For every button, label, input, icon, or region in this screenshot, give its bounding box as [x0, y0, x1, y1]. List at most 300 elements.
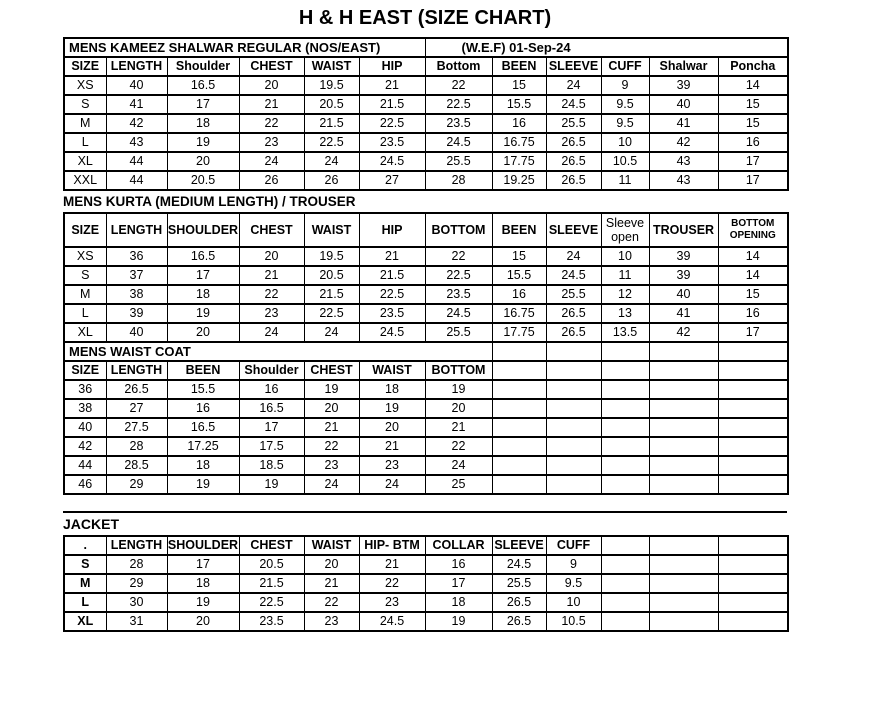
- data-cell: 28.5: [106, 456, 167, 475]
- empty-cell: [718, 399, 788, 418]
- data-cell: 44: [106, 171, 167, 190]
- data-cell: 38: [106, 285, 167, 304]
- header-cell: BOTTOM: [425, 213, 492, 247]
- header-cell: Shalwar: [649, 57, 718, 76]
- data-cell: 19.25: [492, 171, 546, 190]
- data-cell: 17: [167, 266, 239, 285]
- size-cell: XS: [64, 247, 106, 266]
- data-cell: 16.5: [167, 76, 239, 95]
- table-row: [64, 247, 788, 266]
- data-cell: 19: [425, 612, 492, 631]
- table-row: [64, 418, 788, 437]
- table-row: [64, 114, 788, 133]
- header-row: [64, 536, 788, 555]
- data-cell: 23: [304, 612, 359, 631]
- empty-cell: [601, 555, 649, 574]
- size-cell: S: [64, 95, 106, 114]
- data-cell: 24.5: [425, 304, 492, 323]
- data-cell: 22: [304, 593, 359, 612]
- data-cell: 23: [359, 593, 425, 612]
- data-cell: 24: [304, 152, 359, 171]
- header-cell: Shoulder: [239, 361, 304, 380]
- empty-cell: [649, 555, 718, 574]
- data-cell: 43: [649, 171, 718, 190]
- data-cell: 24: [546, 247, 601, 266]
- size-cell: XL: [64, 612, 106, 631]
- data-cell: 19.5: [304, 247, 359, 266]
- data-cell: 24.5: [359, 612, 425, 631]
- header-cell: SIZE: [64, 57, 106, 76]
- data-cell: 28: [106, 437, 167, 456]
- data-cell: 20: [167, 152, 239, 171]
- header-cell: Sleeve open: [601, 213, 649, 247]
- size-cell: L: [64, 304, 106, 323]
- empty-cell: [601, 399, 649, 418]
- empty-cell: [649, 418, 718, 437]
- data-cell: 21.5: [304, 285, 359, 304]
- data-cell: 22: [425, 247, 492, 266]
- jacket-section-divider: [63, 511, 787, 513]
- data-cell: 40: [649, 285, 718, 304]
- data-cell: 27: [359, 171, 425, 190]
- size-cell: 46: [64, 475, 106, 494]
- data-cell: 22.5: [425, 266, 492, 285]
- empty-cell: [718, 456, 788, 475]
- data-cell: 18: [167, 574, 239, 593]
- data-cell: 24: [304, 323, 359, 342]
- data-cell: 24: [359, 475, 425, 494]
- data-cell: 15.5: [492, 266, 546, 285]
- data-cell: 12: [601, 285, 649, 304]
- size-cell: L: [64, 133, 106, 152]
- header-cell: WAIST: [359, 361, 425, 380]
- data-cell: 24: [239, 323, 304, 342]
- size-cell: M: [64, 114, 106, 133]
- data-cell: 22.5: [359, 285, 425, 304]
- data-cell: 9: [601, 76, 649, 95]
- data-cell: 20: [239, 247, 304, 266]
- empty-header-cell: [546, 361, 601, 380]
- data-cell: 20: [167, 323, 239, 342]
- data-cell: 21: [304, 418, 359, 437]
- data-cell: 21: [239, 95, 304, 114]
- data-cell: 17: [718, 323, 788, 342]
- data-cell: 23: [239, 304, 304, 323]
- data-cell: 13.5: [601, 323, 649, 342]
- data-cell: 17: [167, 555, 239, 574]
- data-cell: 24.5: [546, 266, 601, 285]
- data-cell: 18: [425, 593, 492, 612]
- table-row: [64, 171, 788, 190]
- data-cell: 39: [649, 266, 718, 285]
- data-cell: 20.5: [239, 555, 304, 574]
- data-cell: 21.5: [359, 266, 425, 285]
- data-cell: 19: [167, 304, 239, 323]
- header-cell: BOTTOM OPENING: [718, 213, 788, 247]
- data-cell: 25.5: [546, 114, 601, 133]
- data-cell: 21: [359, 555, 425, 574]
- table-row: [64, 266, 788, 285]
- data-cell: 18: [359, 380, 425, 399]
- table-row: [64, 323, 788, 342]
- data-cell: 22: [359, 574, 425, 593]
- data-cell: 19: [359, 399, 425, 418]
- empty-cell: [718, 555, 788, 574]
- data-cell: 16.5: [167, 418, 239, 437]
- empty-cell: [601, 475, 649, 494]
- data-cell: 9.5: [546, 574, 601, 593]
- data-cell: 25.5: [546, 285, 601, 304]
- header-cell: CHEST: [239, 536, 304, 555]
- data-cell: 22.5: [425, 95, 492, 114]
- data-cell: 27.5: [106, 418, 167, 437]
- table-row: [64, 152, 788, 171]
- data-cell: 39: [649, 247, 718, 266]
- data-cell: 10.5: [601, 152, 649, 171]
- empty-cell: [718, 593, 788, 612]
- size-cell: S: [64, 555, 106, 574]
- header-cell: HIP: [359, 57, 425, 76]
- empty-cell: [601, 456, 649, 475]
- size-cell: 44: [64, 456, 106, 475]
- data-cell: 23.5: [359, 133, 425, 152]
- data-cell: 15: [718, 114, 788, 133]
- data-cell: 19: [167, 475, 239, 494]
- data-cell: 44: [106, 152, 167, 171]
- table-row: [64, 612, 788, 631]
- header-cell: .: [64, 536, 106, 555]
- header-cell: Shoulder: [167, 57, 239, 76]
- section-title-row: [64, 38, 788, 57]
- size-cell: XS: [64, 76, 106, 95]
- data-cell: 25.5: [425, 152, 492, 171]
- data-cell: 19: [167, 593, 239, 612]
- data-cell: 20: [167, 612, 239, 631]
- header-cell: BEEN: [492, 57, 546, 76]
- empty-cell: [492, 418, 546, 437]
- data-cell: 39: [649, 76, 718, 95]
- data-cell: 21: [359, 76, 425, 95]
- data-cell: 17.5: [239, 437, 304, 456]
- header-cell: SHOULDER: [167, 536, 239, 555]
- section-title: MENS WAIST COAT: [64, 342, 492, 361]
- empty-cell: [492, 380, 546, 399]
- table-row: [64, 555, 788, 574]
- data-cell: 10: [601, 133, 649, 152]
- data-cell: 9.5: [601, 114, 649, 133]
- empty-cell: [601, 380, 649, 399]
- data-cell: 40: [106, 76, 167, 95]
- data-cell: 21: [359, 437, 425, 456]
- data-cell: 21: [239, 266, 304, 285]
- data-cell: 21.5: [239, 574, 304, 593]
- data-cell: 23.5: [425, 285, 492, 304]
- data-cell: 16: [425, 555, 492, 574]
- data-cell: 39: [106, 304, 167, 323]
- size-cell: M: [64, 285, 106, 304]
- data-cell: 18: [167, 456, 239, 475]
- jacket-section-title: JACKET: [63, 516, 120, 532]
- data-cell: 22.5: [239, 593, 304, 612]
- data-cell: 19: [304, 380, 359, 399]
- data-cell: 26.5: [546, 304, 601, 323]
- header-cell: TROUSER: [649, 213, 718, 247]
- empty-cell: [649, 612, 718, 631]
- data-cell: 22: [239, 114, 304, 133]
- data-cell: 26.5: [106, 380, 167, 399]
- data-cell: 15: [492, 247, 546, 266]
- data-cell: 26.5: [546, 323, 601, 342]
- data-cell: 21: [359, 247, 425, 266]
- data-cell: 42: [106, 114, 167, 133]
- header-cell: SIZE: [64, 361, 106, 380]
- data-cell: 15: [718, 285, 788, 304]
- empty-header-cell: [718, 536, 788, 555]
- data-cell: 27: [106, 399, 167, 418]
- data-cell: 24: [425, 456, 492, 475]
- data-cell: 43: [649, 152, 718, 171]
- data-cell: 26: [239, 171, 304, 190]
- empty-cell: [718, 342, 788, 361]
- header-cell: LENGTH: [106, 213, 167, 247]
- table-row: [64, 95, 788, 114]
- data-cell: 42: [649, 323, 718, 342]
- size-cell: XL: [64, 152, 106, 171]
- data-cell: 20: [239, 76, 304, 95]
- data-cell: 16: [492, 114, 546, 133]
- data-cell: 24.5: [425, 133, 492, 152]
- empty-cell: [546, 418, 601, 437]
- mens-waist-coat-table: [63, 341, 789, 495]
- header-cell: HIP: [359, 213, 425, 247]
- data-cell: 20: [304, 555, 359, 574]
- data-cell: 22.5: [304, 304, 359, 323]
- data-cell: 16: [239, 380, 304, 399]
- empty-cell: [649, 574, 718, 593]
- effective-date-label: (W.E.F) 01-Sep-24: [425, 38, 788, 57]
- empty-header-cell: [492, 361, 546, 380]
- empty-header-cell: [601, 536, 649, 555]
- header-cell: LENGTH: [106, 361, 167, 380]
- header-cell: CUFF: [601, 57, 649, 76]
- empty-cell: [718, 437, 788, 456]
- data-cell: 21.5: [359, 95, 425, 114]
- empty-cell: [492, 456, 546, 475]
- data-cell: 26: [304, 171, 359, 190]
- empty-cell: [649, 342, 718, 361]
- data-cell: 9: [546, 555, 601, 574]
- header-cell: HIP- BTM: [359, 536, 425, 555]
- data-cell: 16.5: [167, 247, 239, 266]
- data-cell: 29: [106, 475, 167, 494]
- header-cell: LENGTH: [106, 57, 167, 76]
- jacket-table: [63, 535, 789, 632]
- data-cell: 30: [106, 593, 167, 612]
- data-cell: 43: [106, 133, 167, 152]
- data-cell: 15.5: [167, 380, 239, 399]
- header-cell: CHEST: [239, 57, 304, 76]
- table-row: [64, 304, 788, 323]
- data-cell: 20: [304, 399, 359, 418]
- data-cell: 17: [718, 171, 788, 190]
- data-cell: 22: [239, 285, 304, 304]
- data-cell: 18.5: [239, 456, 304, 475]
- header-cell: WAIST: [304, 213, 359, 247]
- data-cell: 17: [239, 418, 304, 437]
- table-row: [64, 574, 788, 593]
- data-cell: 11: [601, 171, 649, 190]
- empty-cell: [546, 456, 601, 475]
- data-cell: 24: [546, 76, 601, 95]
- size-cell: M: [64, 574, 106, 593]
- header-cell: SIZE: [64, 213, 106, 247]
- data-cell: 13: [601, 304, 649, 323]
- data-cell: 24: [239, 152, 304, 171]
- data-cell: 16: [718, 304, 788, 323]
- data-cell: 23.5: [425, 114, 492, 133]
- data-cell: 29: [106, 574, 167, 593]
- empty-cell: [649, 399, 718, 418]
- table-row: [64, 285, 788, 304]
- data-cell: 20: [425, 399, 492, 418]
- data-cell: 15.5: [492, 95, 546, 114]
- data-cell: 21: [425, 418, 492, 437]
- data-cell: 26.5: [546, 133, 601, 152]
- data-cell: 16: [492, 285, 546, 304]
- empty-cell: [649, 380, 718, 399]
- data-cell: 42: [649, 133, 718, 152]
- table-row: [64, 456, 788, 475]
- data-cell: 23: [359, 456, 425, 475]
- data-cell: 25.5: [425, 323, 492, 342]
- header-cell: COLLAR: [425, 536, 492, 555]
- data-cell: 41: [649, 304, 718, 323]
- data-cell: 22: [304, 437, 359, 456]
- data-cell: 16: [718, 133, 788, 152]
- empty-cell: [492, 342, 546, 361]
- empty-cell: [546, 380, 601, 399]
- data-cell: 22.5: [304, 133, 359, 152]
- mens-kurta-trouser-table: [63, 212, 789, 343]
- empty-cell: [718, 612, 788, 631]
- data-cell: 21.5: [304, 114, 359, 133]
- data-cell: 40: [106, 323, 167, 342]
- empty-header-cell: [649, 536, 718, 555]
- data-cell: 26.5: [546, 171, 601, 190]
- empty-header-cell: [718, 361, 788, 380]
- data-cell: 41: [106, 95, 167, 114]
- data-cell: 10: [601, 247, 649, 266]
- size-cell: 36: [64, 380, 106, 399]
- mens-kameez-shalwar-table: [63, 37, 789, 191]
- page-title: H & H EAST (SIZE CHART): [298, 7, 552, 29]
- size-cell: 38: [64, 399, 106, 418]
- data-cell: 18: [167, 114, 239, 133]
- data-cell: 21: [304, 574, 359, 593]
- empty-header-cell: [601, 361, 649, 380]
- data-cell: 17: [425, 574, 492, 593]
- header-row: [64, 213, 788, 247]
- empty-cell: [601, 437, 649, 456]
- size-cell: 42: [64, 437, 106, 456]
- data-cell: 19: [239, 475, 304, 494]
- empty-cell: [649, 456, 718, 475]
- data-cell: 28: [425, 171, 492, 190]
- empty-cell: [718, 418, 788, 437]
- size-chart-content: [63, 0, 787, 632]
- data-cell: 28: [106, 555, 167, 574]
- data-cell: 26.5: [492, 612, 546, 631]
- empty-cell: [718, 380, 788, 399]
- data-cell: 14: [718, 266, 788, 285]
- empty-cell: [492, 399, 546, 418]
- header-cell: WAIST: [304, 536, 359, 555]
- data-cell: 24.5: [492, 555, 546, 574]
- data-cell: 10: [546, 593, 601, 612]
- data-cell: 24.5: [546, 95, 601, 114]
- header-cell: Bottom: [425, 57, 492, 76]
- empty-cell: [601, 612, 649, 631]
- header-cell: LENGTH: [106, 536, 167, 555]
- table-row: [64, 399, 788, 418]
- header-cell: CUFF: [546, 536, 601, 555]
- empty-cell: [546, 475, 601, 494]
- data-cell: 10.5: [546, 612, 601, 631]
- data-cell: 9.5: [601, 95, 649, 114]
- empty-cell: [601, 342, 649, 361]
- header-row: [64, 361, 788, 380]
- data-cell: 37: [106, 266, 167, 285]
- data-cell: 17.75: [492, 323, 546, 342]
- size-cell: S: [64, 266, 106, 285]
- section-title-row: [64, 342, 788, 361]
- empty-cell: [546, 437, 601, 456]
- data-cell: 14: [718, 76, 788, 95]
- data-cell: 20.5: [167, 171, 239, 190]
- empty-cell: [718, 574, 788, 593]
- data-cell: 15: [492, 76, 546, 95]
- size-cell: XXL: [64, 171, 106, 190]
- size-cell: 40: [64, 418, 106, 437]
- empty-cell: [601, 593, 649, 612]
- table-row: [64, 593, 788, 612]
- data-cell: 23: [304, 456, 359, 475]
- data-cell: 24: [304, 475, 359, 494]
- data-cell: 23.5: [359, 304, 425, 323]
- header-cell: CHEST: [304, 361, 359, 380]
- header-cell: CHEST: [239, 213, 304, 247]
- data-cell: 17: [167, 95, 239, 114]
- header-cell: SHOULDER: [167, 213, 239, 247]
- data-cell: 22: [425, 437, 492, 456]
- empty-cell: [649, 437, 718, 456]
- data-cell: 36: [106, 247, 167, 266]
- header-cell: BEEN: [492, 213, 546, 247]
- data-cell: 11: [601, 266, 649, 285]
- table-row: [64, 133, 788, 152]
- data-cell: 17: [718, 152, 788, 171]
- empty-cell: [546, 342, 601, 361]
- data-cell: 19: [167, 133, 239, 152]
- header-cell: BOTTOM: [425, 361, 492, 380]
- data-cell: 14: [718, 247, 788, 266]
- empty-cell: [649, 593, 718, 612]
- data-cell: 20.5: [304, 266, 359, 285]
- data-cell: 15: [718, 95, 788, 114]
- table-row: [64, 475, 788, 494]
- header-row: [64, 57, 788, 76]
- data-cell: 22: [425, 76, 492, 95]
